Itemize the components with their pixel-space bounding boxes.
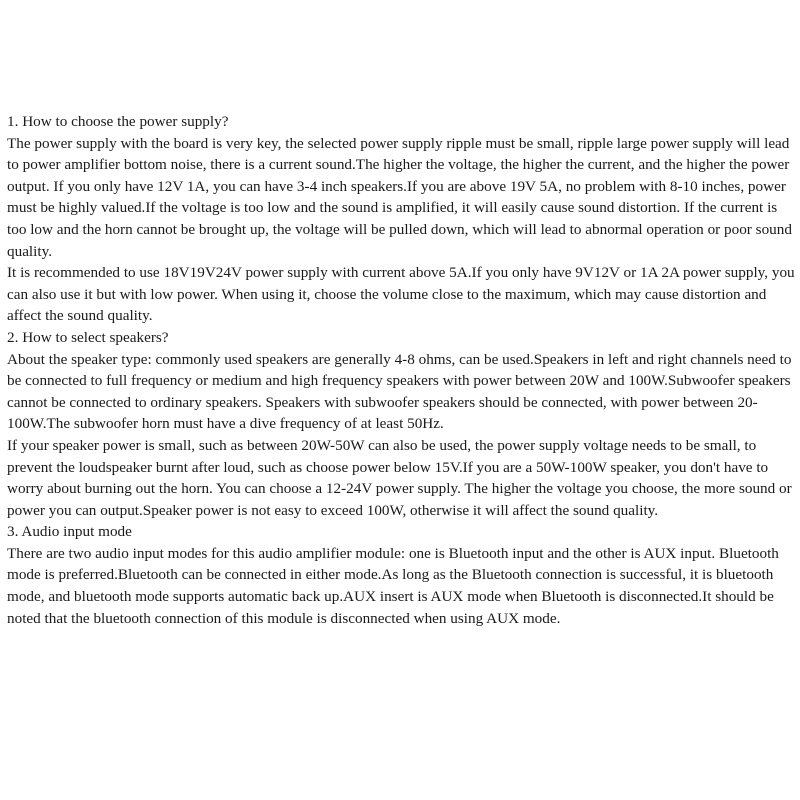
section-3-paragraph: There are two audio input modes for this audio amplifier module: one is Bluetooth input and the other is AUX input. Bluetooth mode is preferred.Bluetooth can be connected in either mode.As long as the Bluetooth connection is successful, it is bluetooth mode, and bluetooth mode supports automatic back up.AUX insert is AUX mode when Bluetooth is disconnected.It should be noted that the bluetooth connection of this module is disconnected when using AUX mode.	[7, 544, 779, 627]
section-1-heading: 1. How to choose the power supply?	[7, 113, 229, 130]
section-2-paragraph: If your speaker power is small, such as between 20W-50W can also be used, the power supply voltage needs to be small, to prevent the loudspeaker burnt after loud, such as choose power below 15V.If you are a 50W-100W speaker, you don't have to worry about burning out the horn. You can choose a 12-24V power supply. The higher the voltage you choose, the more sound or power you can output.Speaker power is not easy to exceed 100W, otherwise it will affect the sound quality.	[7, 436, 792, 519]
section-1-paragraph: It is recommended to use 18V19V24V power supply with current above 5A.If you only have 9V12V or 1A 2A power supply, you can also use it but with low power. When using it, choose the volume close to the maximum, which may cause distortion and affect the sound quality.	[7, 264, 795, 325]
section-2-paragraph: About the speaker type: commonly used speakers are generally 4-8 ohms, can be used.Speakers in left and right channels need to be connected to full frequency or medium and high frequency speakers with power between 20W and 100W.Subwoofer speakers cannot be connected to ordinary speakers. Speakers with subwoofer speakers should be connected, with power between 20-100W.The subwoofer horn must have a dive frequency of at least 50Hz.	[7, 350, 792, 433]
section-3-heading: 3. Audio input mode	[7, 523, 132, 541]
section-2-heading: 2. How to select speakers?	[7, 328, 169, 346]
instructions-document	[7, 111, 797, 629]
section-1-paragraph: The power supply with the board is very key, the selected power supply ripple must be small, ripple large power supply will lead to power amplifier bottom noise, there is a current sound.The higher the voltage, the higher the current, and the higher the power output. If you only have 12V 1A, you can have 3-4 inch speakers.If you are above 19V 5A, no problem with 8-10 inches, power must be highly valued.If the voltage is too low and the sound is amplified, it will easily cause sound distortion. If the current is too low and the horn cannot be brought up, the voltage will be pulled down, which will lead to abnormal operation or poor sound quality.	[7, 134, 792, 260]
